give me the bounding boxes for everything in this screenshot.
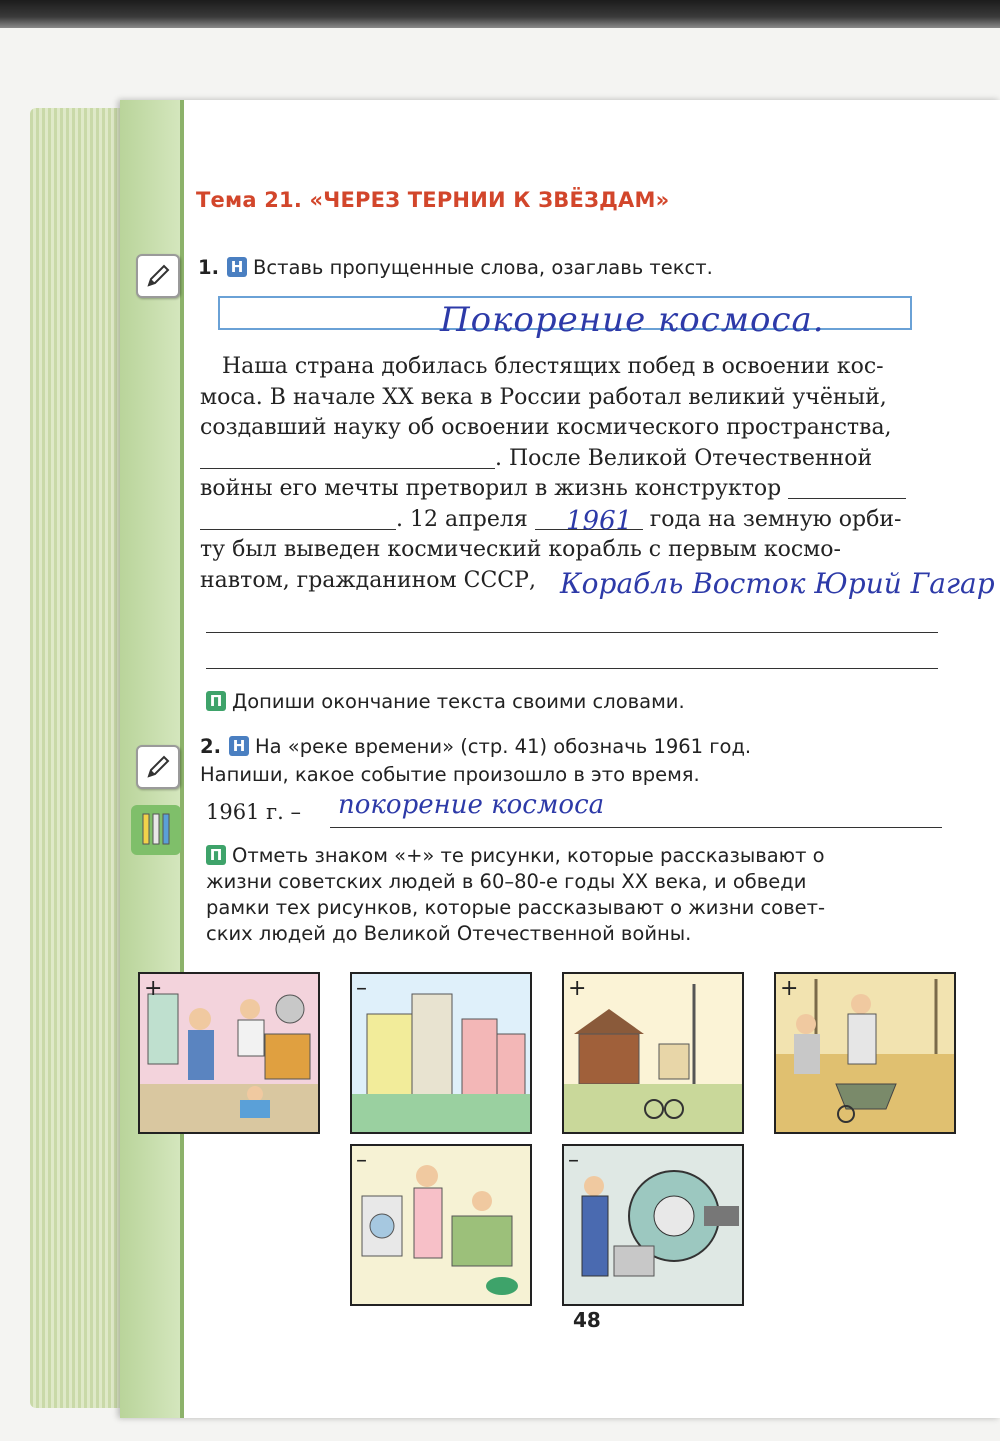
event-answer: покорение космоса — [338, 790, 605, 820]
picture-mark: – — [356, 976, 367, 1001]
text-line-1: Наша страна добилась блестящих побед в освоении кос- — [222, 354, 884, 379]
pencil-icon — [136, 745, 180, 789]
text-line-8: навтом, гражданином СССР, — [200, 567, 536, 593]
margin-border — [180, 100, 184, 1418]
task2p-line-1-text: Отметь знаком «+» те рисунки, которые рассказывают о — [232, 844, 825, 867]
picture-workers-with-wheelbarrows[interactable] — [774, 972, 956, 1134]
event-line[interactable] — [330, 827, 942, 828]
year-answer: 1961 — [566, 506, 633, 536]
ship-answer: Корабль Восток Юрий Гагар — [560, 567, 995, 600]
task2p-line-1 — [206, 843, 946, 869]
answer-line-2[interactable] — [206, 668, 938, 669]
text-line-6-a: . 12 апреля — [396, 506, 528, 532]
topic-title: Тема 21. «ЧЕРЕЗ ТЕРНИИ К ЗВЁЗДАМ» — [196, 188, 670, 212]
picture-village-street[interactable] — [562, 972, 744, 1134]
text-line-2: моса. В начале XX века в России работал великий учёный, — [200, 384, 887, 410]
task2p-line-4: ских людей до Великой Отечественной войны. — [206, 922, 692, 945]
task1p-heading — [206, 690, 685, 713]
task2-heading — [200, 733, 945, 789]
year-label: 1961 г. – — [206, 800, 301, 824]
answer-line-1[interactable] — [206, 632, 938, 633]
picture-mark: + — [144, 976, 163, 1001]
task2-line-1 — [200, 733, 945, 761]
task1-text — [200, 352, 940, 596]
picture-city-high-rises[interactable] — [350, 972, 532, 1134]
scanner-edge — [0, 0, 1000, 28]
text-line-4 — [200, 444, 940, 475]
text-line-5-text: войны его мечты претворил в жизнь конструктор — [200, 476, 782, 501]
picture-mark: – — [568, 1148, 579, 1173]
task2-line-2: Напиши, какое событие произошло в это время. — [200, 763, 700, 786]
picture-factory-turbine[interactable] — [562, 1144, 744, 1306]
picture-mark: – — [356, 1148, 367, 1173]
picture-family-at-home[interactable] — [138, 972, 320, 1134]
task2p-line-2: жизни советских людей в 60–80-е годы XX века, и обведи — [206, 870, 807, 893]
text-line-5 — [200, 474, 940, 505]
task1p-badge: П — [206, 691, 226, 711]
text-line-7: ту был выведен космический корабль с первым космо- — [200, 537, 841, 562]
task1-heading — [198, 256, 713, 279]
picture-modern-apartment[interactable] — [350, 1144, 532, 1306]
colored-pencils-icon — [131, 805, 181, 855]
pencil-icon — [136, 254, 180, 298]
text-line-6-b: года на земную орби- — [649, 506, 902, 532]
picture-mark: + — [780, 976, 799, 1001]
task2-number: 2. — [200, 735, 221, 758]
blank-constructor-2[interactable] — [200, 507, 396, 530]
page-number: 48 — [573, 1308, 601, 1332]
task1-instruction: Вставь пропущенные слова, озаглавь текст. — [252, 256, 713, 279]
task2p-line-3: рамки тех рисунков, которые рассказывают о жизни совет- — [206, 896, 825, 919]
picture-mark: + — [568, 976, 587, 1001]
task1-badge: Н — [227, 257, 247, 277]
task2-badge: Н — [229, 736, 249, 756]
text-line-4-rest: . После Великой Отечественной — [495, 445, 873, 471]
blank-scientist[interactable] — [200, 446, 495, 469]
task1-number: 1. — [198, 256, 219, 279]
title-answer: Покорение космоса. — [440, 300, 825, 340]
blank-constructor[interactable] — [788, 476, 906, 499]
task1p-text: Допиши окончание текста своими словами. — [232, 690, 685, 713]
text-line-3: создавший науку об освоении космического пространства, — [200, 415, 892, 440]
task2p-badge: П — [206, 845, 226, 865]
task2-line-1-text: На «реке времени» (стр. 41) обозначь 1961 год. — [254, 735, 752, 758]
task2p-text — [206, 843, 946, 947]
